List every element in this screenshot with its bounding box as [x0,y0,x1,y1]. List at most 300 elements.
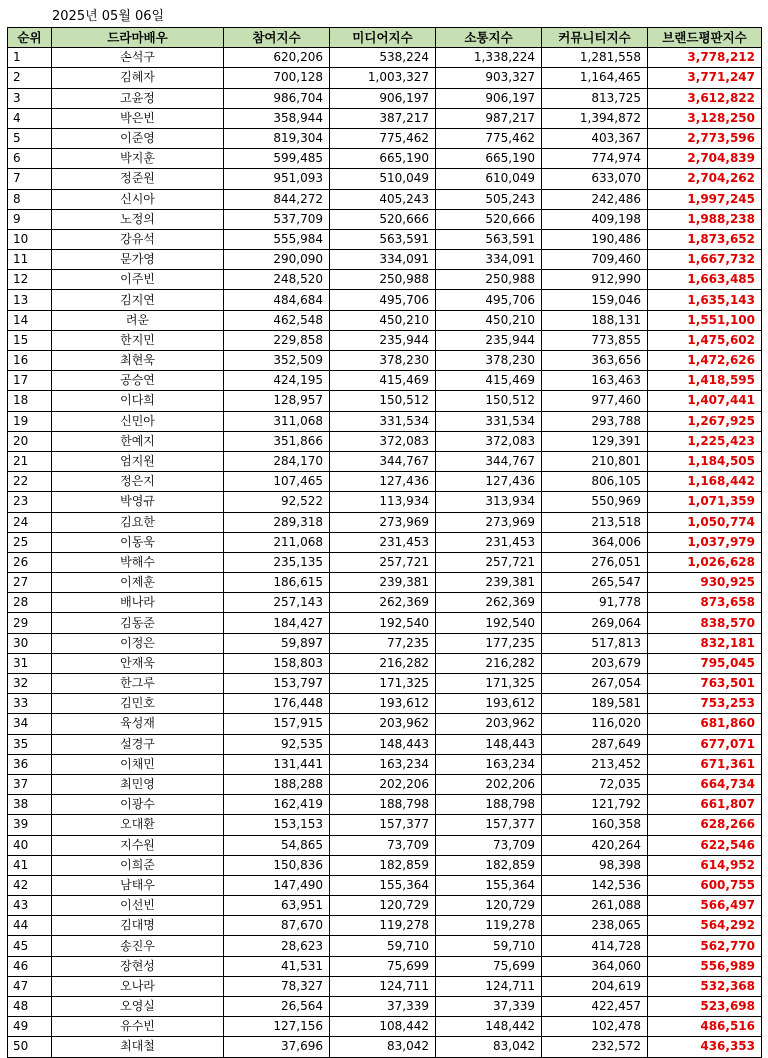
media-cell: 75,699 [330,956,436,976]
participation-cell: 352,509 [224,351,330,371]
media-cell: 202,206 [330,774,436,794]
participation-cell: 424,195 [224,371,330,391]
table-row [8,149,762,169]
brand-index-cell: 1,551,100 [648,310,762,330]
media-cell: 73,709 [330,835,436,855]
media-cell: 538,224 [330,48,436,68]
media-cell: 59,710 [330,936,436,956]
table-row [8,734,762,754]
actor-name-cell: 박해수 [52,552,224,572]
community-cell: 813,725 [542,88,648,108]
communication-cell: 903,327 [436,68,542,88]
rank-cell: 4 [8,108,52,128]
communication-cell: 1,338,224 [436,48,542,68]
brand-index-cell: 753,253 [648,694,762,714]
participation-cell: 289,318 [224,512,330,532]
participation-cell: 37,696 [224,1037,330,1057]
media-cell: 108,442 [330,1017,436,1037]
brand-index-cell: 1,225,423 [648,431,762,451]
community-cell: 269,064 [542,613,648,633]
media-cell: 235,944 [330,330,436,350]
table-row [8,916,762,936]
brand-index-cell: 1,997,245 [648,189,762,209]
rank-cell: 39 [8,815,52,835]
table-row [8,694,762,714]
media-cell: 415,469 [330,371,436,391]
community-cell: 232,572 [542,1037,648,1057]
actor-name-cell: 한지민 [52,330,224,350]
communication-cell: 148,442 [436,1017,542,1037]
media-cell: 273,969 [330,512,436,532]
participation-cell: 186,615 [224,573,330,593]
rank-cell: 1 [8,48,52,68]
report-date: 2025년 05월 06일 [52,9,165,24]
participation-cell: 153,797 [224,674,330,694]
communication-cell: 331,534 [436,411,542,431]
actor-name-cell: 이준영 [52,128,224,148]
participation-cell: 257,143 [224,593,330,613]
community-cell: 121,792 [542,795,648,815]
brand-index-cell: 1,418,595 [648,371,762,391]
communication-cell: 171,325 [436,674,542,694]
brand-index-cell: 677,071 [648,734,762,754]
table-row [8,976,762,996]
participation-cell: 248,520 [224,270,330,290]
actor-name-cell: 김지연 [52,290,224,310]
participation-cell: 131,441 [224,754,330,774]
actor-name-cell: 박은빈 [52,108,224,128]
community-cell: 213,452 [542,754,648,774]
community-cell: 364,006 [542,532,648,552]
brand-index-cell: 3,778,212 [648,48,762,68]
communication-cell: 262,369 [436,593,542,613]
community-cell: 204,619 [542,976,648,996]
actor-name-cell: 이희준 [52,855,224,875]
brand-index-cell: 566,497 [648,896,762,916]
rank-cell: 30 [8,633,52,653]
media-cell: 37,339 [330,997,436,1017]
participation-cell: 59,897 [224,633,330,653]
communication-cell: 235,944 [436,330,542,350]
rank-cell: 33 [8,694,52,714]
community-cell: 773,855 [542,330,648,350]
participation-cell: 620,206 [224,48,330,68]
community-cell: 238,065 [542,916,648,936]
brand-index-cell: 795,045 [648,653,762,673]
media-cell: 83,042 [330,1037,436,1057]
table-row [8,108,762,128]
community-cell: 363,656 [542,351,648,371]
header-actor: 드라마배우 [52,28,224,48]
media-cell: 124,711 [330,976,436,996]
brand-index-cell: 661,807 [648,795,762,815]
communication-cell: 73,709 [436,835,542,855]
actor-name-cell: 이광수 [52,795,224,815]
community-cell: 414,728 [542,936,648,956]
rank-cell: 18 [8,391,52,411]
community-cell: 550,969 [542,492,648,512]
brand-index-cell: 873,658 [648,593,762,613]
table-row [8,714,762,734]
actor-name-cell: 이다희 [52,391,224,411]
media-cell: 563,591 [330,229,436,249]
participation-cell: 158,803 [224,653,330,673]
communication-cell: 193,612 [436,694,542,714]
actor-name-cell: 이채민 [52,754,224,774]
participation-cell: 162,419 [224,795,330,815]
communication-cell: 182,859 [436,855,542,875]
brand-index-cell: 3,612,822 [648,88,762,108]
rank-cell: 9 [8,209,52,229]
actor-name-cell: 김요한 [52,512,224,532]
community-cell: 1,281,558 [542,48,648,68]
media-cell: 192,540 [330,613,436,633]
participation-cell: 28,623 [224,936,330,956]
communication-cell: 119,278 [436,916,542,936]
table-row [8,835,762,855]
communication-cell: 906,197 [436,88,542,108]
community-cell: 160,358 [542,815,648,835]
media-cell: 378,230 [330,351,436,371]
community-cell: 276,051 [542,552,648,572]
rank-cell: 49 [8,1017,52,1037]
participation-cell: 951,093 [224,169,330,189]
media-cell: 127,436 [330,472,436,492]
table-row [8,250,762,270]
table-row [8,774,762,794]
communication-cell: 775,462 [436,128,542,148]
participation-cell: 78,327 [224,976,330,996]
table-row [8,936,762,956]
brand-index-cell: 1,050,774 [648,512,762,532]
table-row [8,532,762,552]
table-row [8,68,762,88]
table-row [8,754,762,774]
communication-cell: 450,210 [436,310,542,330]
actor-name-cell: 신시아 [52,189,224,209]
community-cell: 420,264 [542,835,648,855]
rank-cell: 11 [8,250,52,270]
media-cell: 665,190 [330,149,436,169]
brand-index-cell: 2,704,262 [648,169,762,189]
participation-cell: 157,915 [224,714,330,734]
rank-cell: 28 [8,593,52,613]
rank-cell: 12 [8,270,52,290]
table-row [8,875,762,895]
brand-index-cell: 1,988,238 [648,209,762,229]
actor-name-cell: 안재욱 [52,653,224,673]
community-cell: 1,164,465 [542,68,648,88]
community-cell: 293,788 [542,411,648,431]
actor-name-cell: 김혜자 [52,68,224,88]
media-cell: 120,729 [330,896,436,916]
table-row [8,1037,762,1057]
actor-name-cell: 정은지 [52,472,224,492]
rank-cell: 21 [8,451,52,471]
participation-cell: 211,068 [224,532,330,552]
communication-cell: 520,666 [436,209,542,229]
communication-cell: 610,049 [436,169,542,189]
actor-name-cell: 이동욱 [52,532,224,552]
rank-cell: 3 [8,88,52,108]
rank-cell: 14 [8,310,52,330]
rank-cell: 36 [8,754,52,774]
media-cell: 231,453 [330,532,436,552]
communication-cell: 120,729 [436,896,542,916]
participation-cell: 700,128 [224,68,330,88]
media-cell: 157,377 [330,815,436,835]
table-row [8,593,762,613]
communication-cell: 665,190 [436,149,542,169]
rank-cell: 47 [8,976,52,996]
actor-name-cell: 최민영 [52,774,224,794]
communication-cell: 250,988 [436,270,542,290]
table-row [8,472,762,492]
table-row [8,896,762,916]
participation-cell: 599,485 [224,149,330,169]
media-cell: 77,235 [330,633,436,653]
participation-cell: 150,836 [224,855,330,875]
actor-name-cell: 손석구 [52,48,224,68]
participation-cell: 87,670 [224,916,330,936]
community-cell: 188,131 [542,310,648,330]
brand-reputation-table [7,27,762,1058]
rank-cell: 8 [8,189,52,209]
participation-cell: 986,704 [224,88,330,108]
rank-cell: 6 [8,149,52,169]
participation-cell: 462,548 [224,310,330,330]
actor-name-cell: 오영실 [52,997,224,1017]
rank-cell: 19 [8,411,52,431]
participation-cell: 92,522 [224,492,330,512]
communication-cell: 155,364 [436,875,542,895]
table-row [8,431,762,451]
communication-cell: 378,230 [436,351,542,371]
rank-cell: 31 [8,653,52,673]
communication-cell: 334,091 [436,250,542,270]
community-cell: 189,581 [542,694,648,714]
participation-cell: 184,427 [224,613,330,633]
table-row [8,310,762,330]
brand-index-cell: 628,266 [648,815,762,835]
media-cell: 334,091 [330,250,436,270]
table-row [8,855,762,875]
table-row [8,411,762,431]
participation-cell: 358,944 [224,108,330,128]
table-row [8,956,762,976]
actor-name-cell: 남태우 [52,875,224,895]
community-cell: 98,398 [542,855,648,875]
communication-cell: 177,235 [436,633,542,653]
community-cell: 190,486 [542,229,648,249]
community-cell: 265,547 [542,573,648,593]
media-cell: 344,767 [330,451,436,471]
participation-cell: 54,865 [224,835,330,855]
community-cell: 709,460 [542,250,648,270]
brand-index-cell: 763,501 [648,674,762,694]
media-cell: 188,798 [330,795,436,815]
media-cell: 510,049 [330,169,436,189]
actor-name-cell: 문가영 [52,250,224,270]
brand-index-cell: 1,037,979 [648,532,762,552]
participation-cell: 484,684 [224,290,330,310]
communication-cell: 495,706 [436,290,542,310]
media-cell: 387,217 [330,108,436,128]
actor-name-cell: 려운 [52,310,224,330]
rank-cell: 25 [8,532,52,552]
actor-name-cell: 오대환 [52,815,224,835]
community-cell: 517,813 [542,633,648,653]
community-cell: 267,054 [542,674,648,694]
brand-index-cell: 1,407,441 [648,391,762,411]
brand-index-cell: 556,989 [648,956,762,976]
rank-cell: 37 [8,774,52,794]
participation-cell: 351,866 [224,431,330,451]
brand-index-cell: 671,361 [648,754,762,774]
community-cell: 774,974 [542,149,648,169]
rank-cell: 44 [8,916,52,936]
media-cell: 155,364 [330,875,436,895]
actor-name-cell: 한그루 [52,674,224,694]
participation-cell: 235,135 [224,552,330,572]
table-row [8,290,762,310]
table-row [8,815,762,835]
communication-cell: 202,206 [436,774,542,794]
media-cell: 150,512 [330,391,436,411]
brand-index-cell: 838,570 [648,613,762,633]
media-cell: 216,282 [330,653,436,673]
brand-index-cell: 1,472,626 [648,351,762,371]
brand-index-cell: 1,184,505 [648,451,762,471]
media-cell: 148,443 [330,734,436,754]
communication-cell: 192,540 [436,613,542,633]
rank-cell: 27 [8,573,52,593]
rank-cell: 7 [8,169,52,189]
participation-cell: 555,984 [224,229,330,249]
actor-name-cell: 장현성 [52,956,224,976]
table-row [8,48,762,68]
table-row [8,674,762,694]
brand-index-cell: 832,181 [648,633,762,653]
brand-index-cell: 1,663,485 [648,270,762,290]
media-cell: 1,003,327 [330,68,436,88]
media-cell: 520,666 [330,209,436,229]
participation-cell: 41,531 [224,956,330,976]
actor-name-cell: 오나라 [52,976,224,996]
table-row [8,573,762,593]
participation-cell: 311,068 [224,411,330,431]
communication-cell: 273,969 [436,512,542,532]
participation-cell: 147,490 [224,875,330,895]
media-cell: 372,083 [330,431,436,451]
media-cell: 906,197 [330,88,436,108]
table-row [8,795,762,815]
participation-cell: 537,709 [224,209,330,229]
brand-index-cell: 1,667,732 [648,250,762,270]
participation-cell: 176,448 [224,694,330,714]
rank-cell: 10 [8,229,52,249]
actor-name-cell: 박지훈 [52,149,224,169]
actor-name-cell: 박영규 [52,492,224,512]
community-cell: 364,060 [542,956,648,976]
brand-index-cell: 681,860 [648,714,762,734]
media-cell: 262,369 [330,593,436,613]
actor-name-cell: 이선빈 [52,896,224,916]
media-cell: 257,721 [330,552,436,572]
actor-name-cell: 최대철 [52,1037,224,1057]
actor-name-cell: 김민호 [52,694,224,714]
media-cell: 119,278 [330,916,436,936]
community-cell: 977,460 [542,391,648,411]
community-cell: 213,518 [542,512,648,532]
brand-index-cell: 562,770 [648,936,762,956]
header-media: 미디어지수 [330,28,436,48]
table-row [8,371,762,391]
table-row [8,209,762,229]
communication-cell: 37,339 [436,997,542,1017]
actor-name-cell: 유수빈 [52,1017,224,1037]
actor-name-cell: 육성재 [52,714,224,734]
brand-index-cell: 523,698 [648,997,762,1017]
rank-cell: 23 [8,492,52,512]
community-cell: 129,391 [542,431,648,451]
brand-index-cell: 622,546 [648,835,762,855]
brand-index-cell: 2,773,596 [648,128,762,148]
rank-cell: 20 [8,431,52,451]
media-cell: 193,612 [330,694,436,714]
participation-cell: 229,858 [224,330,330,350]
communication-cell: 150,512 [436,391,542,411]
community-cell: 163,463 [542,371,648,391]
rank-cell: 41 [8,855,52,875]
media-cell: 203,962 [330,714,436,734]
table-row [8,552,762,572]
table-row [8,391,762,411]
communication-cell: 313,934 [436,492,542,512]
brand-index-cell: 664,734 [648,774,762,794]
header-row [8,28,762,48]
communication-cell: 239,381 [436,573,542,593]
actor-name-cell: 김동준 [52,613,224,633]
table-row [8,169,762,189]
communication-cell: 203,962 [436,714,542,734]
participation-cell: 819,304 [224,128,330,148]
brand-index-cell: 532,368 [648,976,762,996]
community-cell: 403,367 [542,128,648,148]
actor-name-cell: 노정의 [52,209,224,229]
media-cell: 250,988 [330,270,436,290]
community-cell: 116,020 [542,714,648,734]
brand-index-cell: 2,704,839 [648,149,762,169]
participation-cell: 127,156 [224,1017,330,1037]
brand-index-cell: 564,292 [648,916,762,936]
table-row [8,451,762,471]
actor-name-cell: 지수원 [52,835,224,855]
brand-index-cell: 1,475,602 [648,330,762,350]
communication-cell: 157,377 [436,815,542,835]
table-row [8,1017,762,1037]
communication-cell: 415,469 [436,371,542,391]
brand-index-cell: 3,128,250 [648,108,762,128]
brand-index-cell: 436,353 [648,1037,762,1057]
media-cell: 163,234 [330,754,436,774]
communication-cell: 59,710 [436,936,542,956]
table-row [8,633,762,653]
header-participation: 참여지수 [224,28,330,48]
rank-cell: 13 [8,290,52,310]
table-row [8,330,762,350]
participation-cell: 284,170 [224,451,330,471]
